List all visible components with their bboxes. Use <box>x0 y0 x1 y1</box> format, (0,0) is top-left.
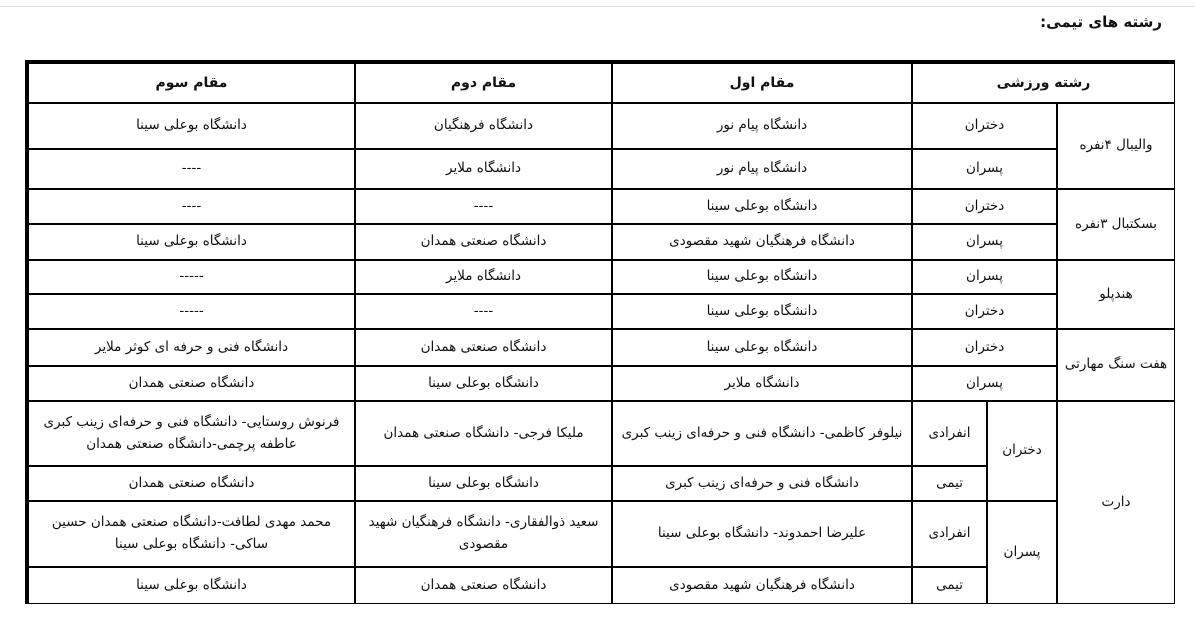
row-category: انفرادی <box>912 501 987 567</box>
row-first: دانشگاه فرهنگیان شهید مقصودی <box>612 567 912 604</box>
results-table <box>25 60 1175 604</box>
row-third: دانشگاه صنعتی همدان <box>28 466 355 501</box>
sport-volleyball: والیبال ۴نفره <box>1057 103 1175 189</box>
row-first: علیرضا احمدوند- دانشگاه بوعلی سینا <box>612 501 912 567</box>
sport-haftsang: هفت سنگ مهارتی <box>1057 329 1175 401</box>
row-category: دختران <box>912 329 1057 366</box>
header-third-place: مقام سوم <box>28 63 355 103</box>
row-third: دانشگاه بوعلی سینا <box>28 224 355 260</box>
row-third: دانشگاه صنعتی همدان <box>28 366 355 401</box>
row-second: سعید ذوالفقاری- دانشگاه فرهنگیان شهید مقصودی <box>355 501 612 567</box>
row-third: دانشگاه فنی و حرفه ای کوثر ملایر <box>28 329 355 366</box>
row-category: دختران <box>912 103 1057 149</box>
row-second: ---- <box>355 294 612 329</box>
row-second: ملیکا فرجی- دانشگاه صنعتی همدان <box>355 401 612 466</box>
row-second: دانشگاه بوعلی سینا <box>355 366 612 401</box>
row-third: ----- <box>28 294 355 329</box>
sport-dart: دارت <box>1057 401 1175 604</box>
row-category: تیمی <box>912 567 987 604</box>
row-third: ---- <box>28 149 355 189</box>
row-category: پسران <box>912 366 1057 401</box>
row-third: دانشگاه بوعلی سینا <box>28 103 355 149</box>
row-second: دانشگاه فرهنگیان <box>355 103 612 149</box>
dart-girls: دختران <box>987 401 1057 501</box>
row-second: دانشگاه صنعتی همدان <box>355 567 612 604</box>
row-category: پسران <box>912 260 1057 294</box>
row-second: دانشگاه صنعتی همدان <box>355 329 612 366</box>
row-first: دانشگاه بوعلی سینا <box>612 294 912 329</box>
row-first: دانشگاه بوعلی سینا <box>612 189 912 224</box>
row-first: دانشگاه فنی و حرفه‌ای زینب کبری <box>612 466 912 501</box>
row-first: دانشگاه بوعلی سینا <box>612 260 912 294</box>
row-third: فرنوش روستایی- دانشگاه فنی و حرفه‌ای زینب کبری عاطفه پرچمی-دانشگاه صنعتی همدان <box>28 401 355 466</box>
row-category: تیمی <box>912 466 987 501</box>
row-third: محمد مهدی لطافت-دانشگاه صنعتی همدان حسین ساکی- دانشگاه بوعلی سینا <box>28 501 355 567</box>
row-second: دانشگاه صنعتی همدان <box>355 224 612 260</box>
sport-handball: هندپلو <box>1057 260 1175 329</box>
header-sport: رشته ورزشی <box>912 63 1175 103</box>
row-third: دانشگاه بوعلی سینا <box>28 567 355 604</box>
row-category: دختران <box>912 189 1057 224</box>
row-category: دختران <box>912 294 1057 329</box>
row-first: دانشگاه بوعلی سینا <box>612 329 912 366</box>
sport-basketball: بسکتبال ۳نفره <box>1057 189 1175 260</box>
row-second: دانشگاه ملایر <box>355 149 612 189</box>
header-first-place: مقام اول <box>612 63 912 103</box>
page-heading: رشته های تیمی: <box>1040 13 1162 31</box>
row-category: پسران <box>912 149 1057 189</box>
row-second: دانشگاه ملایر <box>355 260 612 294</box>
row-second: دانشگاه بوعلی سینا <box>355 466 612 501</box>
row-second: ---- <box>355 189 612 224</box>
header-second-place: مقام دوم <box>355 63 612 103</box>
row-first: دانشگاه ملایر <box>612 366 912 401</box>
top-divider <box>0 6 1195 7</box>
dart-boys: پسران <box>987 501 1057 604</box>
row-first: دانشگاه پیام نور <box>612 103 912 149</box>
row-third: ----- <box>28 260 355 294</box>
row-category: پسران <box>912 224 1057 260</box>
row-first: دانشگاه پیام نور <box>612 149 912 189</box>
row-first: نیلوفر کاظمی- دانشگاه فنی و حرفه‌ای زینب کبری <box>612 401 912 466</box>
row-category: انفرادی <box>912 401 987 466</box>
row-third: ---- <box>28 189 355 224</box>
row-first: دانشگاه فرهنگیان شهید مقصودی <box>612 224 912 260</box>
